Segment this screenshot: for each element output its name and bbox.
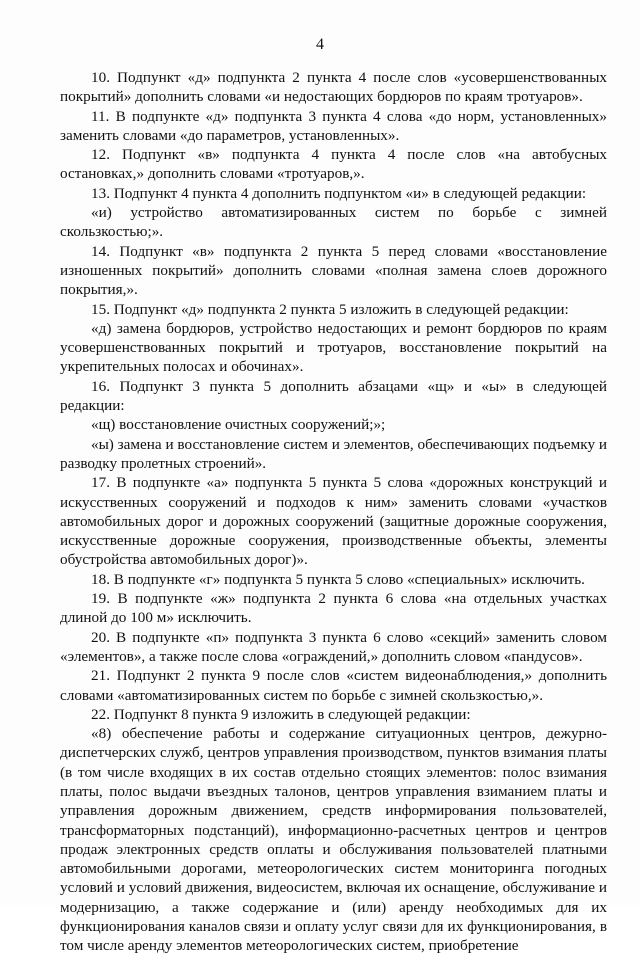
paragraph: 12. Подпункт «в» подпункта 4 пункта 4 после слов «на автобусных остановках,» дополнить словами «тротуаров,». xyxy=(60,146,607,183)
paragraph: 15. Подпункт «д» подпункта 2 пункта 5 изложить в следующей редакции: xyxy=(91,300,569,318)
paragraph: 13. Подпункт 4 пункта 4 дополнить подпунктом «и» в следующей редакции: xyxy=(91,184,587,202)
paragraph: 21. Подпункт 2 пункта 9 после слов «систем видеонаблюдения,» дополнить словами «автоматизированных систем по борьбе с зимней скользкостью,». xyxy=(60,667,607,704)
paragraph: 19. В подпункте «ж» подпункта 2 пункта 6 слова «на отдельных участках длиной до 100 м» исключить. xyxy=(60,590,607,627)
paragraph: «д) замена бордюров, устройство недостающих и ремонт бордюров по краям усовершенствованных покрытий и тротуаров, восстановление покрытий на укрепительных полосах и обочинах». xyxy=(60,319,607,376)
paragraph: 17. В подпункте «а» подпункта 5 пункта 5 слова «дорожных конструкций и искусственных сооружений и подходов к ним» заменить словами «участков автомобильных дорог и дорожных сооружений (защитные дорожные сооружения, искусственные дорожные сооружения, производственные объекты, элементы обустройства автомобильных дорог)». xyxy=(60,474,607,569)
paragraph: 22. Подпункт 8 пункта 9 изложить в следующей редакции: xyxy=(91,705,471,723)
document-body xyxy=(60,68,607,956)
paragraph: 20. В подпункте «п» подпункта 3 пункта 6 слово «секций» заменить словом «элементов», а также после слова «ограждений,» дополнить словом «пандусов». xyxy=(60,628,607,665)
paragraph: «ы) замена и восстановление систем и элементов, обеспечивающих подъемку и разводку пролетных строений». xyxy=(60,435,607,472)
paragraph: 10. Подпункт «д» подпункта 2 пункта 4 после слов «усовершенствованных покрытий» дополнить словами «и недостающих бордюров по краям тротуаров». xyxy=(60,69,607,106)
paragraph: 14. Подпункт «в» подпункта 2 пункта 5 перед словами «восстановление изношенных покрытий» дополнить словами «полная замена слоев дорожного покрытия,». xyxy=(60,242,607,299)
paragraph: «щ) восстановление очистных сооружений;»; xyxy=(91,416,386,434)
paragraph: «8) обеспечение работы и содержание ситуационных центров, дежурно-диспетчерских служб, центров управления производством, пунктов взимания платы (в том числе входящих в их состав отдельно стоящих элементов: полос взимания платы, полос выдачи въездных талонов, центров управления взиманием платы и управления дорожным движением, средств информирования пользователей, трансформаторных подстанций), информационно-расчетных центров и центров продаж электронных средств оплаты и обслуживания пользователей платными автомобильными дорогами, метеорологических систем мониторинга погодных условий и условий движения, видеосистем, включая их оснащение, обслуживание и модернизацию, а также содержание и (или) аренду необходимых для их функционирования каналов связи и оплату услуг связи для их функционирования, в том числе аренду элементов метеорологических систем, приобретение xyxy=(60,725,607,955)
page-number: 4 xyxy=(316,36,324,53)
paragraph: 18. В подпункте «г» подпункта 5 пункта 5 слово «специальных» исключить. xyxy=(91,570,585,588)
paragraph: 11. В подпункте «д» подпункта 3 пункта 4 слова «до норм, установленных» заменить словами «до параметров, установленных». xyxy=(60,107,607,144)
paragraph: «и) устройство автоматизированных систем по борьбе с зимней скользкостью;». xyxy=(60,204,607,241)
paragraph: 16. Подпункт 3 пункта 5 дополнить абзацами «щ» и «ы» в следующей редакции: xyxy=(60,377,607,415)
